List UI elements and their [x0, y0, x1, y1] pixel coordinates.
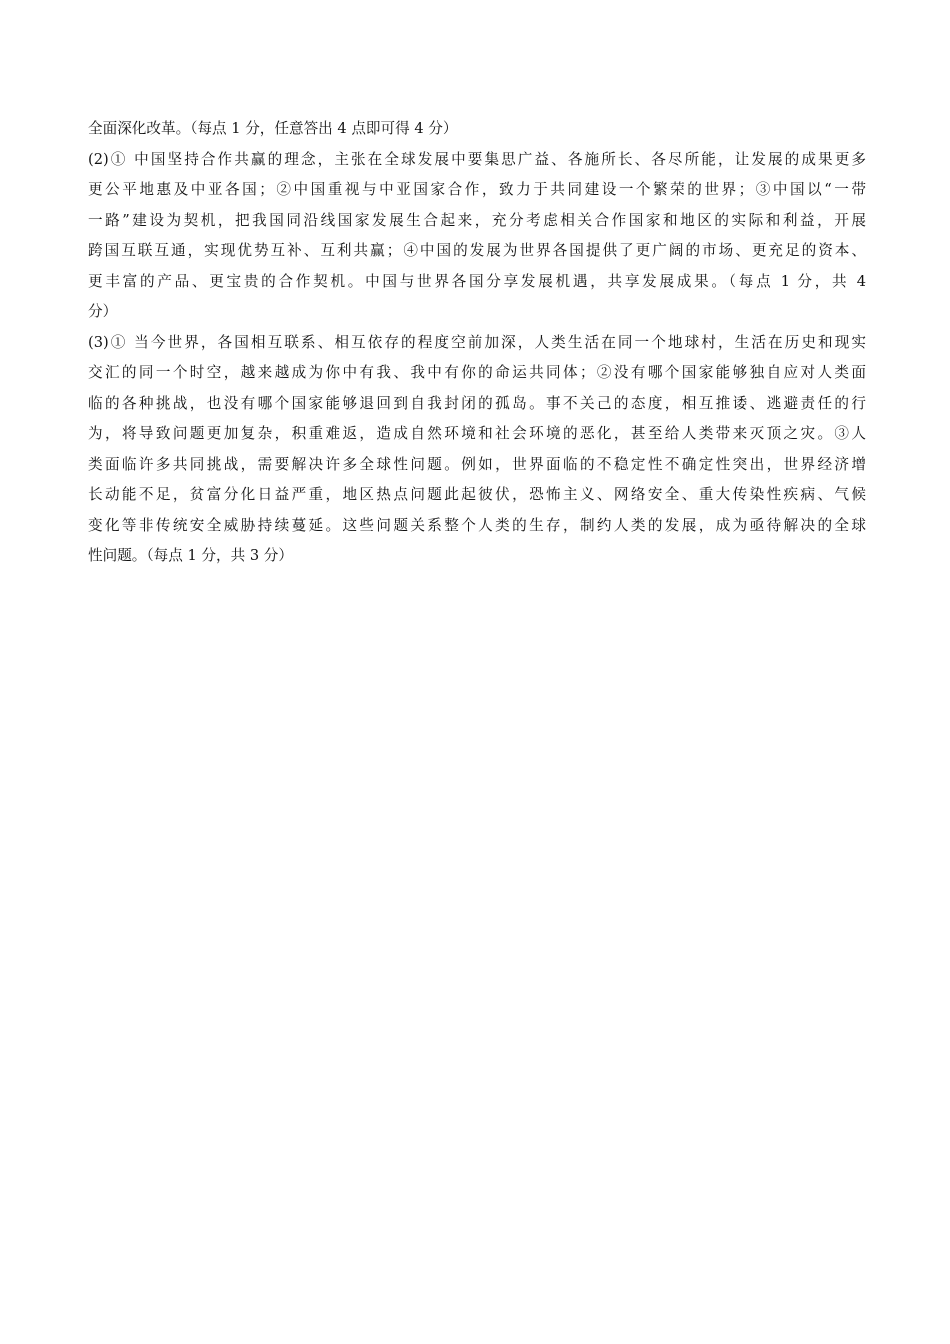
answer-3-line: 临的各种挑战，也没有哪个国家能够退回到自我封闭的孤岛。事不关己的态度，相互推诿、逃避责任的行 — [88, 394, 866, 412]
answer-2-line: 更丰富的产品、更宝贵的合作契机。中国与世界各国分享发展机遇，共享发展成果。（每点 1 分，共 4 — [88, 272, 866, 290]
answer-3-line: 交汇的同一个时空，越来越成为你中有我、我中有你的命运共同体；②没有哪个国家能够独自应对人类面 — [88, 364, 866, 381]
answer-3-line: 为，将导致问题更加复杂，积重难返，造成自然环境和社会环境的恶化，甚至给人类带来灭顶之灾。③人 — [88, 425, 866, 442]
answer-2-paragraph — [88, 145, 866, 328]
answer-2-line: 一路”建设为契机，把我国同沿线国家发展生合起来，充分考虑相关合作国家和地区的实际和利益，开展 — [88, 211, 866, 229]
answer-3-line: 性问题。（每点 1 分，共 3 分） — [88, 547, 293, 564]
answer-2-line: 更公平地惠及中亚各国；②中国重视与中亚国家合作，致力于共同建设一个繁荣的世界；③中国以“一带 — [88, 181, 866, 198]
answer-3-paragraph — [88, 328, 866, 572]
answer-3-line: 变化等非传统安全威胁持续蔓延。这些问题关系整个人类的生存，制约人类的发展，成为亟待解决的全球 — [88, 516, 866, 534]
intro-line: 全面深化改革。（每点 1 分，任意答出 4 点即可得 4 分） — [88, 120, 458, 137]
answer-3-line: 长动能不足，贫富分化日益严重，地区热点问题此起彼伏，恐怖主义、网络安全、重大传染性疾病、气候 — [88, 486, 866, 503]
answer-2-line: 跨国互联互通，实现优势互补、互利共赢；④中国的发展为世界各国提供了更广阔的市场、更充足的资本、 — [88, 242, 866, 259]
answer-2-line: 分） — [88, 303, 118, 320]
document-body — [88, 114, 866, 572]
answer-3-line: (3)① 当今世界，各国相互联系、相互依存的程度空前加深，人类生活在同一个地球村，生活在历史和现实 — [88, 333, 866, 351]
answer-3-line: 类面临许多共同挑战，需要解决许多全球性问题。例如，世界面临的不稳定性不确定性突出，世界经济增 — [88, 455, 866, 473]
answer-2-line: (2)① 中国坚持合作共赢的理念，主张在全球发展中要集思广益、各施所长、各尽所能，让发展的成果更多 — [88, 150, 866, 168]
